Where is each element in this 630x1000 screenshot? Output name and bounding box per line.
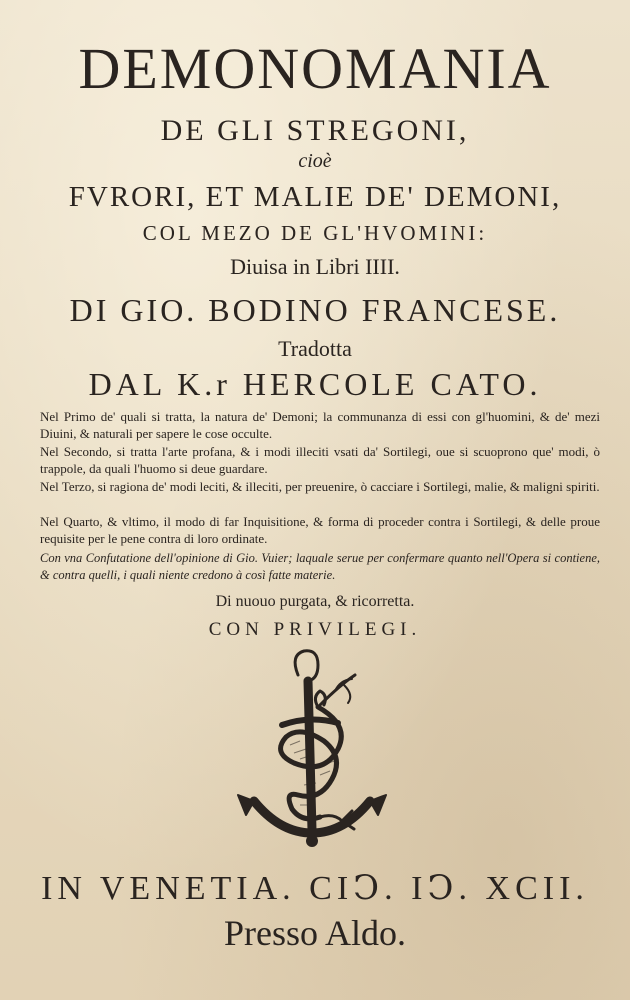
revised-line: Di nuouo purgata, & ricorretta. — [215, 593, 415, 610]
printer-line: Presso Aldo. — [223, 913, 407, 953]
author-line: DI GIO. BODINO FRANCESE. — [69, 292, 561, 328]
anchor-dolphin-printers-mark-icon — [220, 645, 410, 865]
subtitle-line-5: COL MEZO DE GL'HVOMINI: — [142, 221, 488, 245]
main-title: DEMONOMANIA — [78, 36, 552, 101]
contents-book-3: Nel Terzo, si ragiona de' modi leciti, & illeciti, per preuenire, ò cacciare i Sortilegi, malie, & maligni spiriti. — [40, 479, 600, 494]
contents-book-2: Nel Secondo, si tratta l'arte profana, & i modi illeciti vsati da' Sortilegi, oue si scuoprono que' modi, ò trappole, da quali l'huomo si deue guardare. — [40, 444, 600, 476]
subtitle-line-3: cioè — [298, 150, 332, 172]
privilege-line: CON PRIVILEGI. — [208, 619, 422, 640]
translated-label: Tradotta — [278, 336, 352, 361]
subtitle-line-2: DE GLI STREGONI, — [160, 114, 470, 147]
subtitle-line-4: FVRORI, ET MALIE DE' DEMONI, — [68, 181, 562, 213]
imprint-line: IN VENETIA. CIↃ. IↃ. XCII. — [41, 870, 589, 907]
translator-line: DAL K.r HERCOLE CATO. — [88, 366, 542, 402]
contents-book-4: Nel Quarto, & vltimo, il modo di far Inquisitione, & forma di proceder contra i Sortilegi, & delle proue requisite per le pene contra di loro ordinate. — [40, 514, 600, 546]
subtitle-line-6: Diuisa in Libri IIII. — [230, 254, 400, 279]
contents-book-1: Nel Primo de' quali si tratta, la natura de' Demoni; la communanza di essi con gl'huomini, & de' mezi Diuini, & naturali per sapere le cose occulte. — [40, 409, 600, 441]
confutation-note: Con vna Confutatione dell'opinione di Gio. Vuier; laquale serue per confermare quanto nell'Opera si contiene, & contra quelli, i quali niente credono à così fatte materie. — [40, 551, 600, 582]
